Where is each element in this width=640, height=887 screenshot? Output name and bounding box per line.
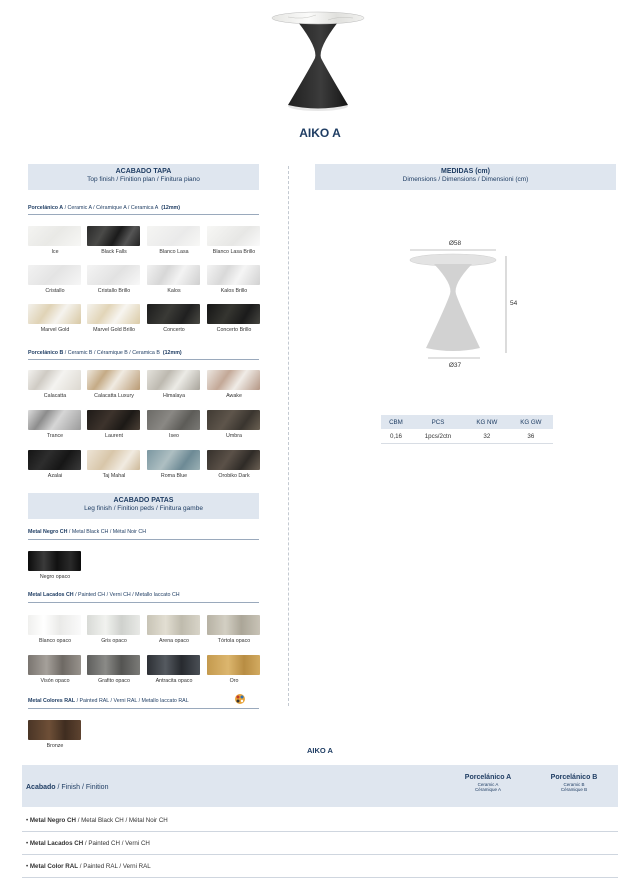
ceramic-a-label-bold: Porcelánico A	[28, 205, 64, 211]
swatch-umbra	[207, 410, 260, 430]
top-diameter-label: Ø58	[448, 240, 462, 247]
leg-painted-label-rest: / Painted CH / Verni CH / Metallo laccato CH	[73, 592, 180, 598]
swatch-label: Cristallo Brillo	[97, 288, 131, 294]
swatch-label: Kalos Brillo	[220, 288, 248, 294]
column-header: KG GW	[509, 415, 553, 429]
finish-row	[22, 855, 618, 878]
swatch-marvel-gold	[28, 304, 81, 324]
table-cell: 32	[465, 429, 509, 444]
leg-ral-label-rest: / Painted RAL / Verni RAL / Metallo laccato RAL	[75, 698, 189, 704]
table-row	[381, 429, 553, 444]
swatch-trance	[28, 410, 81, 430]
finish-row-rest: / Metal Black CH / Métal Noir CH	[75, 817, 168, 824]
divider	[28, 214, 259, 215]
column-header: CBM	[381, 415, 411, 429]
swatch-oro	[207, 655, 260, 675]
swatch-tortola-opaco	[207, 615, 260, 635]
finish-col-label	[26, 784, 108, 791]
color-palette-icon	[233, 693, 247, 705]
finish-row-bold: Metal Color RAL	[29, 863, 79, 870]
swatch-label: Iseo	[168, 433, 179, 439]
ceramic-a-column-line1: Ceramic A	[477, 782, 499, 787]
swatch-label: Cristallo	[45, 288, 65, 294]
swatch-label: Himalaya	[162, 393, 186, 399]
leg-black-label	[28, 529, 146, 535]
swatch-label: Concerto	[163, 327, 185, 333]
column-header: PCS	[411, 415, 465, 429]
ceramic-b-label-bold: Porcelánico B	[28, 350, 64, 356]
swatch-blanco-opaco	[28, 615, 81, 635]
table-illustration	[268, 8, 368, 116]
finish-top-subheading: Top finish / Finition plan / Finitura piano	[87, 176, 200, 183]
swatch-concerto-brillo	[207, 304, 260, 324]
base-diameter-label: Ø37	[448, 362, 462, 369]
swatch-concerto	[147, 304, 200, 324]
finish-row-bold: Metal Lacados CH	[29, 840, 84, 847]
swatch-blanco-lasa	[147, 226, 200, 246]
table-header-row	[381, 415, 553, 429]
swatch-azalai	[28, 450, 81, 470]
finish-row-text: • Metal Lacados CH / Painted CH / Verni CH	[26, 840, 150, 847]
divider	[28, 359, 259, 360]
ceramic-b-label	[28, 350, 182, 356]
swatch-iseo	[147, 410, 200, 430]
finish-row-text: • Metal Negro CH / Metal Black CH / Métal Noir CH	[26, 817, 168, 824]
swatch-label: Ice	[51, 249, 59, 255]
swatch-kalos	[147, 265, 200, 285]
divider	[28, 602, 259, 603]
finish-legs-heading: ACABADO PATAS	[113, 497, 174, 504]
swatch-label: Arena opaco	[158, 638, 190, 644]
ceramic-a-column-line2: Céramique A	[474, 787, 501, 792]
ceramic-a-column	[450, 774, 526, 792]
swatch-label: Tórtola opaco	[217, 638, 251, 644]
swatch-laurent	[87, 410, 140, 430]
swatch-black-falls	[87, 226, 140, 246]
swatch-label: Black Falls	[101, 249, 127, 255]
swatch-label: Awake	[226, 393, 242, 399]
swatch-label: Roma Blue	[160, 473, 188, 479]
table-cell: 36	[509, 429, 553, 444]
column-separator	[288, 166, 289, 706]
swatch-label: Bronze	[46, 743, 64, 749]
swatch-label: Calacatta Luxury	[94, 393, 134, 399]
leg-ral-label	[28, 698, 189, 704]
swatch-negro-opaco	[28, 551, 81, 571]
finish-row-rest: / Painted CH / Verni CH	[83, 840, 150, 847]
leg-black-label-bold: Metal Negro CH	[28, 529, 68, 535]
height-label: 54	[510, 300, 518, 307]
leg-painted-label	[28, 592, 180, 598]
leg-black-label-rest: / Metal Black CH / Métal Noir CH	[67, 529, 147, 535]
finish-legs-subheading: Leg finish / Finition peds / Finitura gambe	[84, 505, 203, 512]
swatch-grafito-opaco	[87, 655, 140, 675]
swatch-arena-opaco	[147, 615, 200, 635]
finish-row	[22, 809, 618, 832]
swatch-label: Gris opaco	[101, 638, 127, 644]
swatch-label: Kalos	[167, 288, 181, 294]
finish-top-header	[28, 164, 259, 190]
swatch-label: Blanco Lasa Brillo	[212, 249, 256, 255]
swatch-label: Concerto Brillo	[216, 327, 252, 333]
ceramic-a-label-rest: / Ceramic A / Céramique A / Ceramica A	[63, 205, 159, 211]
swatch-label: Negro opaco	[39, 574, 71, 580]
swatch-label: Calacatta	[43, 393, 67, 399]
table-cell: 1pcs/2ctn	[411, 429, 465, 444]
table-cell: 0,16	[381, 429, 411, 444]
ceramic-b-column	[536, 774, 612, 792]
ceramic-b-column-line1: Ceramic B	[563, 782, 585, 787]
finish-col-label-bold: Acabado	[26, 784, 56, 791]
finish-row-bold: Metal Negro CH	[29, 817, 76, 824]
leg-ral-label-bold: Metal Colores RAL	[28, 698, 76, 704]
finish-row	[22, 832, 618, 855]
swatch-label: Grafito opaco	[98, 678, 130, 684]
measures-subheading: Dimensions / Dimensions / Dimensioni (cm)	[402, 176, 529, 183]
swatch-marvel-gold-brillo	[87, 304, 140, 324]
finish-top-heading: ACABADO TAPA	[115, 168, 172, 175]
finish-legs-header	[28, 493, 259, 519]
swatch-label: Umbra	[226, 433, 242, 439]
divider	[28, 539, 259, 540]
swatch-orobiko-dark	[207, 450, 260, 470]
swatch-antracita-opaco	[147, 655, 200, 675]
swatch-label: Marvel Gold	[40, 327, 70, 333]
swatch-bronze	[28, 720, 81, 740]
ceramic-b-thickness: (12mm)	[162, 350, 182, 356]
swatch-cristallo-brillo	[87, 265, 140, 285]
swatch-cristallo	[28, 265, 81, 285]
packaging-table	[381, 415, 553, 444]
ceramic-a-column-title: Porcelánico A	[464, 774, 512, 781]
column-header: KG NW	[465, 415, 509, 429]
swatch-label: Antracita opaco	[155, 678, 193, 684]
swatch-gris-opaco	[87, 615, 140, 635]
swatch-label: Blanco Lasa	[159, 249, 189, 255]
ceramic-b-column-line2: Céramique B	[560, 787, 588, 792]
divider	[28, 708, 259, 709]
leg-painted-label-bold: Metal Lacados CH	[28, 592, 74, 598]
page-title: AIKO A	[299, 126, 341, 140]
swatch-awake	[207, 370, 260, 390]
measures-heading: MEDIDAS (cm)	[440, 168, 490, 175]
swatch-taj-mahal	[87, 450, 140, 470]
finish-col-label-rest: / Finish / Finition	[55, 784, 109, 791]
swatch-calacatta	[28, 370, 81, 390]
swatch-label: Blanco opaco	[38, 638, 72, 644]
swatch-vison-opaco	[28, 655, 81, 675]
swatch-blanco-lasa-brillo	[207, 226, 260, 246]
ceramic-a-thickness: (12mm)	[161, 205, 181, 211]
finish-table-header	[22, 765, 618, 807]
swatch-kalos-brillo	[207, 265, 260, 285]
swatch-label: Marvel Gold Brillo	[93, 327, 135, 333]
swatch-label: Azalai	[47, 473, 63, 479]
swatch-label: Orobiko Dark	[218, 473, 250, 479]
ceramic-a-label	[28, 205, 180, 211]
ceramic-b-label-rest: / Ceramic B / Céramique B / Ceramica B	[63, 350, 160, 356]
finish-row-text: • Metal Color RAL / Painted RAL / Verni RAL	[26, 863, 151, 870]
swatch-himalaya	[147, 370, 200, 390]
swatch-ice	[28, 226, 81, 246]
swatch-label: Trance	[46, 433, 64, 439]
swatch-calacatta-luxury	[87, 370, 140, 390]
measures-header	[315, 164, 616, 190]
swatch-label: Oro	[229, 678, 239, 684]
finish-row-rest: / Painted RAL / Verni RAL	[78, 863, 151, 870]
swatch-label: Taj Mahal	[102, 473, 126, 479]
swatch-label: Laurent	[105, 433, 123, 439]
swatch-roma-blue	[147, 450, 200, 470]
bottom-title: AIKO A	[307, 746, 333, 755]
swatch-label: Visón opaco	[40, 678, 70, 684]
ceramic-b-column-title: Porcelánico B	[550, 774, 598, 781]
